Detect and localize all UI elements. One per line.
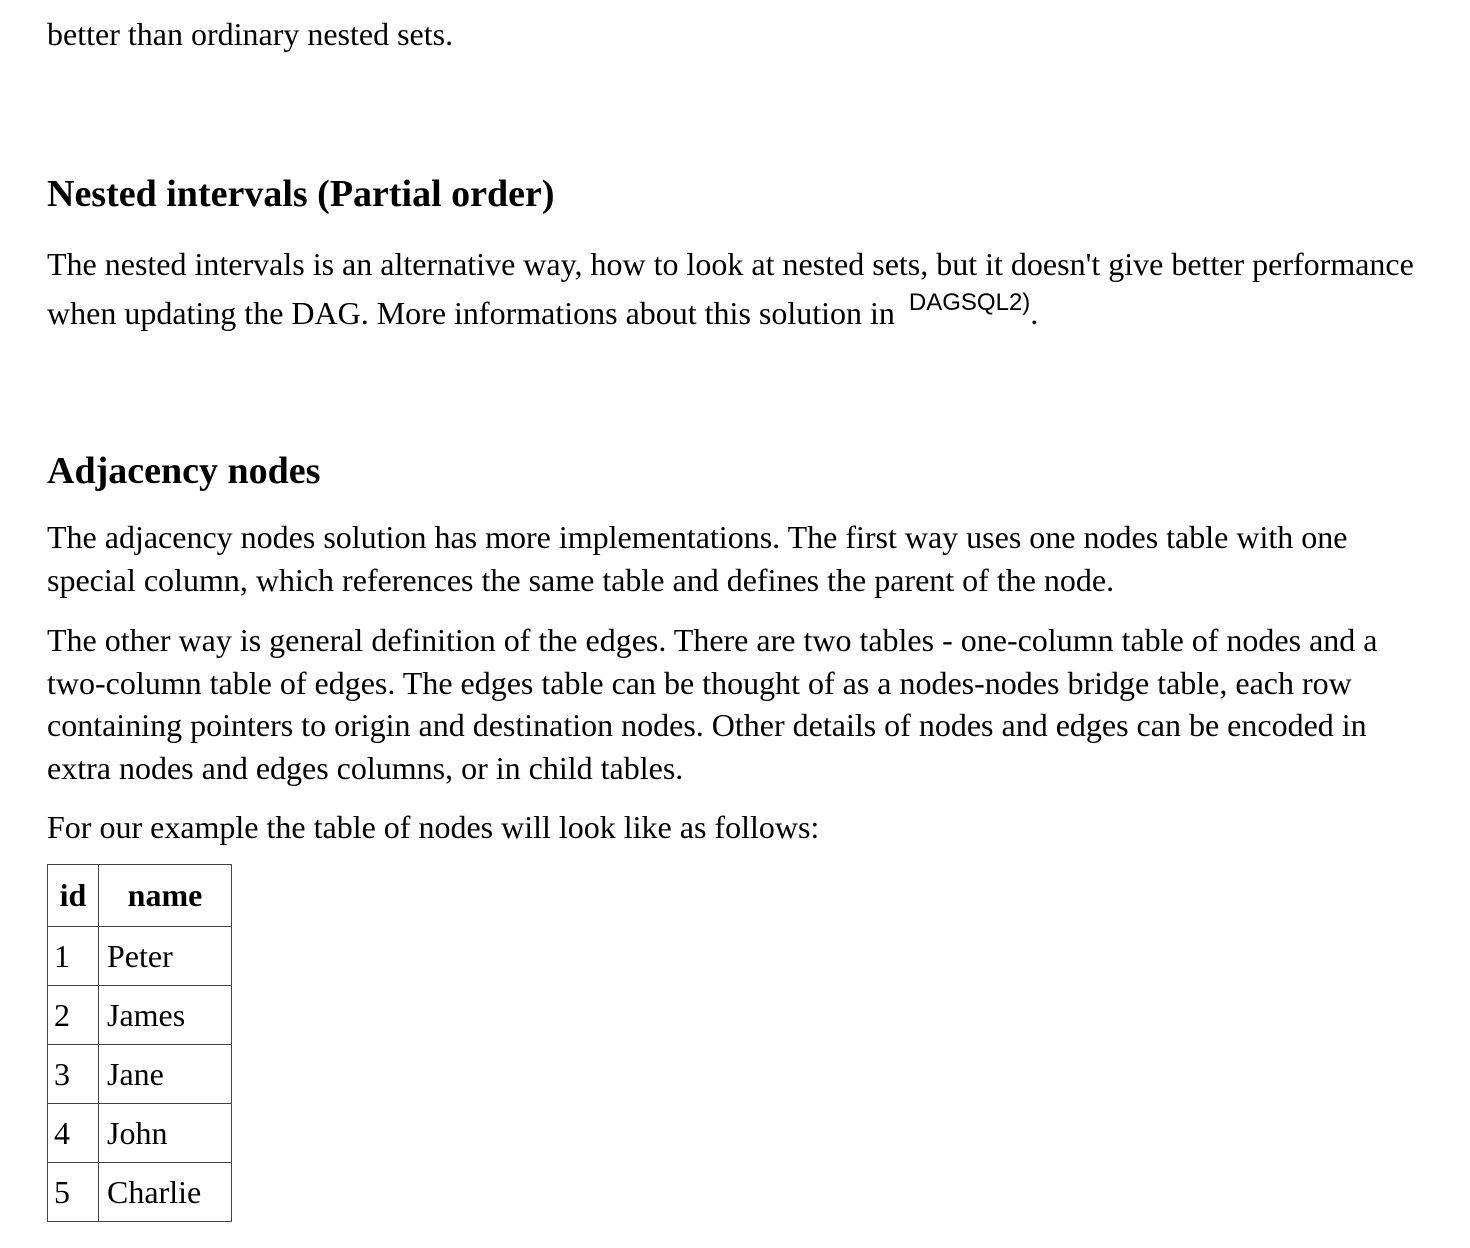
heading-nested-intervals: Nested intervals (Partial order) [47,173,555,215]
cell-name: Jane [99,1045,232,1104]
column-header-name: name [99,865,232,927]
cell-name: James [99,986,232,1045]
cell-id: 1 [48,927,99,986]
cell-id: 4 [48,1104,99,1163]
cell-id: 3 [48,1045,99,1104]
table-row [48,1104,232,1163]
table-row [48,927,232,986]
footnote-link-dagsql2[interactable]: DAGSQL2) [908,289,1031,316]
cell-name: John [99,1104,232,1163]
intro-tail-paragraph: better than ordinary nested sets. [47,16,454,52]
nested-intervals-paragraph [47,240,1437,341]
adjacency-paragraph-3: For our example the table of nodes will look like as follows: [47,809,820,845]
cell-id: 2 [48,986,99,1045]
paragraph-end-period: . [1030,295,1039,331]
column-header-id: id [48,865,99,927]
cell-name: Peter [99,927,232,986]
table-row [48,1163,232,1222]
adjacency-paragraph-2: The other way is general definition of the edges. There are two tables - one-column table of nodes and a two-column table of edges. The edges table can be thought of as a nodes-nodes bridge table, each row containing pointers to origin and destination nodes. Other details of nodes and edges can be encoded in extra nodes and edges columns, or in child tables. [47,622,1378,786]
table-header-row [48,865,232,927]
cell-name: Charlie [99,1163,232,1222]
nodes-table [47,864,232,1222]
adjacency-paragraph-1: The adjacency nodes solution has more implementations. The first way uses one nodes table with one special column, which references the same table and defines the parent of the node. [47,519,1348,598]
nested-intervals-text: The nested intervals is an alternative way, how to look at nested sets, but it doesn't give better performance when updating the DAG. More informations about this solution in [47,246,1414,331]
table-row [48,986,232,1045]
heading-adjacency-nodes: Adjacency nodes [47,450,321,492]
table-row [48,1045,232,1104]
cell-id: 5 [48,1163,99,1222]
